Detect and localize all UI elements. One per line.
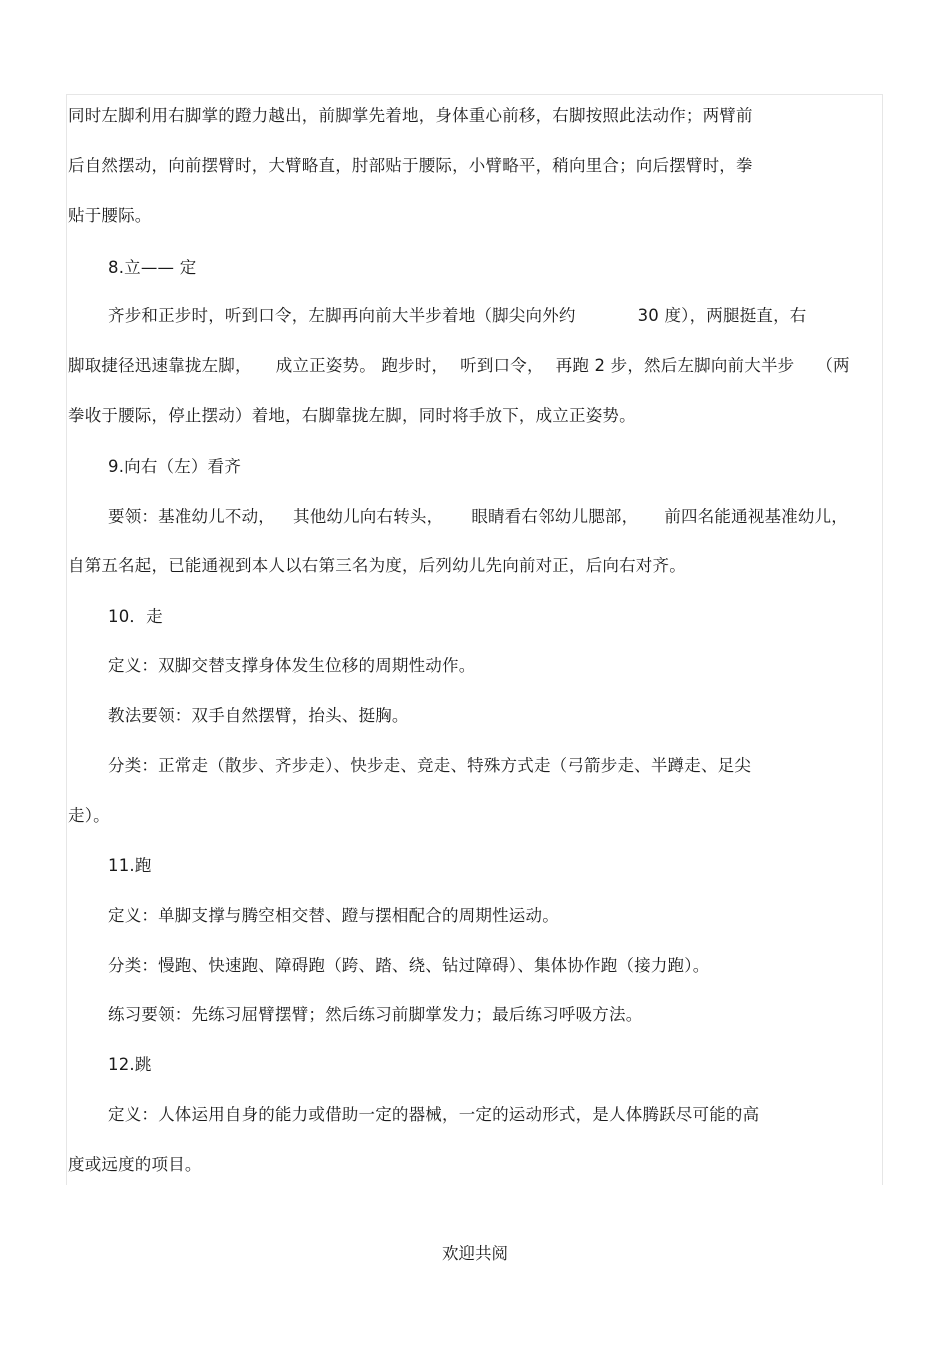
paragraph-line: 后自然摆动，向前摆臂时，大臂略直，肘部贴于腰际，小臂略平，稍向里合；向后摆臂时，拳: [68, 156, 753, 175]
paragraph-line: 自第五名起，已能通视到本人以右第三名为度，后列幼儿先向前对正，后向右对齐。: [68, 556, 686, 575]
paragraph-line: 分类：慢跑、快速跑、障碍跑（跨、踏、绕、钻过障碍）、集体协作跑（接力跑）。: [108, 956, 710, 975]
paragraph-line: [108, 507, 848, 527]
paragraph-line: [68, 356, 850, 376]
paragraph-line: 定义：双脚交替支撑身体发生位移的周期性动作。: [108, 656, 476, 675]
paragraph-line: 分类：正常走（散步、齐步走）、快步走、竞走、特殊方式走（弓箭步走、半蹲走、足尖: [108, 756, 752, 775]
text-segment: 眼睛看右邻幼儿腮部，: [471, 507, 639, 526]
paragraph-line: 拳收于腰际，停止摆动）着地，右脚靠拢左脚，同时将手放下，成立正姿势。: [68, 406, 636, 425]
paragraph-line: 教法要领：双手自然摆臂，抬头、挺胸。: [108, 706, 409, 725]
text-segment: 30 度），两腿挺直，右: [637, 306, 807, 325]
section-heading: 12.跳: [108, 1055, 152, 1074]
section-heading: 8.立—— 定: [108, 258, 197, 277]
text-segment: 再跑 2 步，然后左脚向前大半步: [555, 356, 795, 375]
paragraph-line: 度或远度的项目。: [68, 1155, 202, 1174]
paragraph-line: 贴于腰际。: [68, 206, 152, 225]
section-heading: 10．走: [108, 607, 163, 626]
paragraph-line: 定义：单脚支撑与腾空相交替、蹬与摆相配合的周期性运动。: [108, 906, 559, 925]
text-segment: 成立正姿势。 跑步时，: [275, 356, 449, 375]
paragraph-line: 练习要领：先练习屈臂摆臂；然后练习前脚掌发力；最后练习呼吸方法。: [108, 1005, 643, 1024]
section-heading: 11.跑: [108, 856, 152, 875]
text-segment: 要领：基准幼儿不动，: [108, 507, 275, 526]
page-footer: 欢迎共阅: [442, 1244, 508, 1263]
paragraph-line: [108, 306, 807, 326]
text-segment: 听到口令，: [460, 356, 544, 375]
paragraph-line: 走）。: [68, 806, 110, 825]
text-segment: 前四名能通视基准幼儿，: [664, 507, 849, 526]
paragraph-line: 同时左脚利用右脚掌的蹬力越出，前脚掌先着地，身体重心前移，右脚按照此法动作；两臂前: [68, 106, 753, 125]
text-segment: 其他幼儿向右转头，: [293, 507, 444, 526]
text-segment: （两: [816, 356, 850, 375]
section-heading: 9.向右（左）看齐: [108, 457, 242, 476]
text-segment: 齐步和正步时，听到口令，左脚再向前大半步着地（脚尖向外约: [108, 306, 576, 325]
text-segment: 脚取捷径迅速靠拢左脚，: [68, 356, 252, 375]
paragraph-line: 定义：人体运用自身的能力或借助一定的器械，一定的运动形式，是人体腾跃尽可能的高: [108, 1105, 760, 1124]
